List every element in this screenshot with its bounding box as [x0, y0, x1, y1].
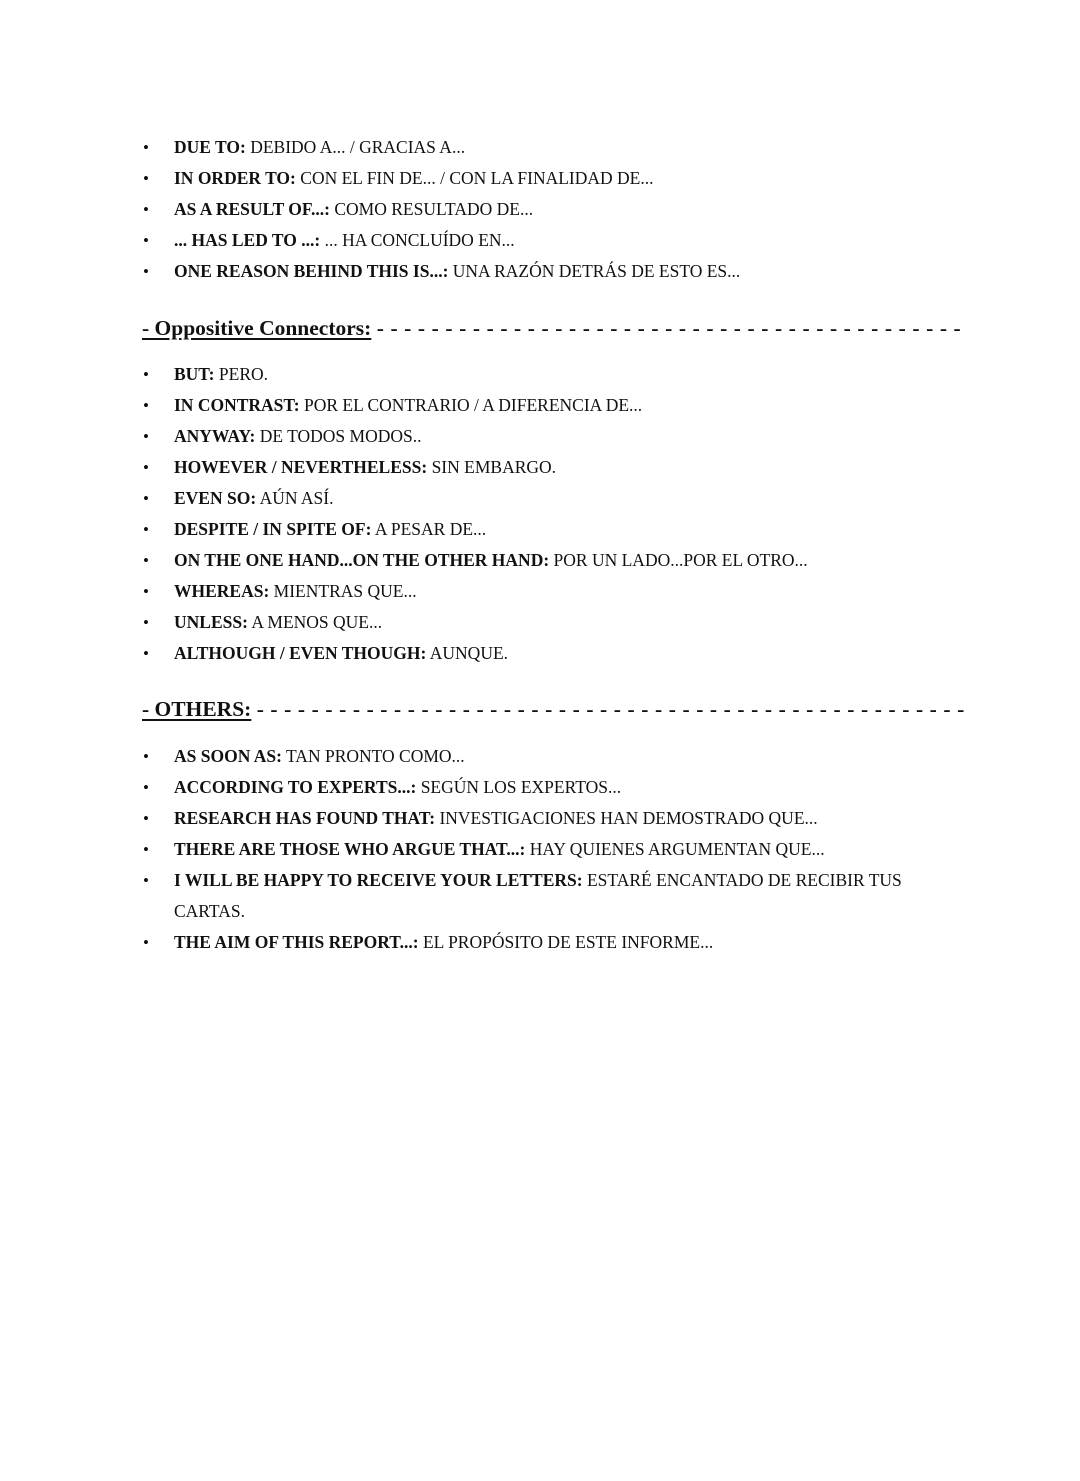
- connector-translation: SEGÚN LOS EXPERTOS...: [420, 777, 622, 797]
- list-item: [143, 256, 740, 287]
- heading-dashes: - - - - - - - - - - - - - - - - - - - - - - - - - - - - - - - - - - - - - - - - - - -: [376, 316, 962, 340]
- bullet-icon: •: [143, 489, 149, 508]
- connector-translation: INVESTIGACIONES HAN DEMOSTRADO QUE...: [439, 808, 818, 828]
- connector-term: DESPITE / IN SPITE OF:: [174, 519, 372, 539]
- connector-term: THERE ARE THOSE WHO ARGUE THAT...:: [174, 839, 526, 859]
- section-heading-oppositive: [142, 315, 961, 341]
- connector-translation: EL PROPÓSITO DE ESTE INFORME...: [422, 932, 714, 952]
- list-item: [143, 225, 740, 256]
- bullet-icon: •: [143, 644, 149, 663]
- list-item: [143, 545, 808, 576]
- list-item: [143, 483, 808, 514]
- bullet-icon: •: [143, 933, 149, 952]
- oppositive-connectors-list: [143, 359, 808, 669]
- connector-term: ACCORDING TO EXPERTS...:: [174, 777, 417, 797]
- bullet-icon: •: [143, 365, 149, 384]
- list-item: [143, 834, 904, 865]
- list-item: [143, 452, 808, 483]
- list-item: [143, 638, 808, 669]
- section-heading-text: - OTHERS:: [142, 697, 252, 721]
- connector-term: RESEARCH HAS FOUND THAT:: [174, 808, 436, 828]
- connector-term: IN ORDER TO:: [174, 168, 296, 188]
- list-item: [143, 772, 904, 803]
- bullet-icon: •: [143, 778, 149, 797]
- connector-term: IN CONTRAST:: [174, 395, 300, 415]
- connector-translation: SIN EMBARGO.: [431, 457, 557, 477]
- others-connectors-list: [143, 741, 904, 958]
- connector-translation: UNA RAZÓN DETRÁS DE ESTO ES...: [452, 261, 741, 281]
- connector-term: I WILL BE HAPPY TO RECEIVE YOUR LETTERS:: [174, 870, 583, 890]
- connector-term: EVEN SO:: [174, 488, 257, 508]
- connector-translation: CON EL FIN DE... / CON LA FINALIDAD DE...: [300, 168, 654, 188]
- connector-term: ANYWAY:: [174, 426, 256, 446]
- causal-connectors-list: [143, 132, 740, 287]
- bullet-icon: •: [143, 613, 149, 632]
- bullet-icon: •: [143, 551, 149, 570]
- connector-translation: AUNQUE.: [429, 643, 509, 663]
- section-heading-text: - Oppositive Connectors:: [142, 316, 372, 340]
- connector-translation: A MENOS QUE...: [251, 612, 383, 632]
- bullet-icon: •: [143, 809, 149, 828]
- connector-translation: POR UN LADO...POR EL OTRO...: [553, 550, 808, 570]
- connector-translation: POR EL CONTRARIO / A DIFERENCIA DE...: [303, 395, 643, 415]
- connector-term: ONE REASON BEHIND THIS IS...:: [174, 261, 449, 281]
- connector-translation: A PESAR DE...: [374, 519, 487, 539]
- connector-translation: ESTARÉ ENCANTADO DE RECIBIR TUS CARTAS.: [174, 870, 902, 921]
- list-item: [143, 607, 808, 638]
- connector-translation: DE TODOS MODOS..: [259, 426, 422, 446]
- connector-term: ON THE ONE HAND...ON THE OTHER HAND:: [174, 550, 550, 570]
- connector-term: WHEREAS:: [174, 581, 270, 601]
- bullet-icon: •: [143, 138, 149, 157]
- connector-term: HOWEVER / NEVERTHELESS:: [174, 457, 428, 477]
- section-heading-others: [142, 696, 965, 722]
- list-item: [143, 803, 904, 834]
- connector-term: AS SOON AS:: [174, 746, 282, 766]
- list-item: [143, 163, 740, 194]
- bullet-icon: •: [143, 427, 149, 446]
- connector-term: ... HAS LED TO ...:: [174, 230, 321, 250]
- bullet-icon: •: [143, 231, 149, 250]
- list-item: [143, 194, 740, 225]
- connector-term: BUT:: [174, 364, 215, 384]
- bullet-icon: •: [143, 871, 149, 890]
- list-item: [143, 865, 904, 927]
- list-item: [143, 132, 740, 163]
- bullet-icon: •: [143, 262, 149, 281]
- list-item: [143, 390, 808, 421]
- connector-translation: ... HA CONCLUÍDO EN...: [324, 230, 515, 250]
- bullet-icon: •: [143, 520, 149, 539]
- bullet-icon: •: [143, 458, 149, 477]
- heading-dashes: - - - - - - - - - - - - - - - - - - - - - - - - - - - - - - - - - - - - - - - - - - - - - - - - - - - -: [256, 697, 965, 721]
- connector-translation: HAY QUIENES ARGUMENTAN QUE...: [529, 839, 825, 859]
- bullet-icon: •: [143, 840, 149, 859]
- connector-term: DUE TO:: [174, 137, 246, 157]
- bullet-icon: •: [143, 747, 149, 766]
- connector-translation: TAN PRONTO COMO...: [286, 746, 465, 766]
- bullet-icon: •: [143, 200, 149, 219]
- bullet-icon: •: [143, 396, 149, 415]
- connector-term: AS A RESULT OF...:: [174, 199, 330, 219]
- list-item: [143, 927, 904, 958]
- list-item: [143, 741, 904, 772]
- connector-translation: MIENTRAS QUE...: [273, 581, 417, 601]
- bullet-icon: •: [143, 582, 149, 601]
- connector-translation: DEBIDO A... / GRACIAS A...: [250, 137, 466, 157]
- connector-term: THE AIM OF THIS REPORT...:: [174, 932, 419, 952]
- connector-translation: COMO RESULTADO DE...: [334, 199, 534, 219]
- list-item: [143, 359, 808, 390]
- connector-term: UNLESS:: [174, 612, 248, 632]
- connector-translation: PERO.: [218, 364, 268, 384]
- list-item: [143, 421, 808, 452]
- bullet-icon: •: [143, 169, 149, 188]
- connector-translation: AÚN ASÍ.: [259, 488, 334, 508]
- list-item: [143, 514, 808, 545]
- connector-term: ALTHOUGH / EVEN THOUGH:: [174, 643, 427, 663]
- list-item: [143, 576, 808, 607]
